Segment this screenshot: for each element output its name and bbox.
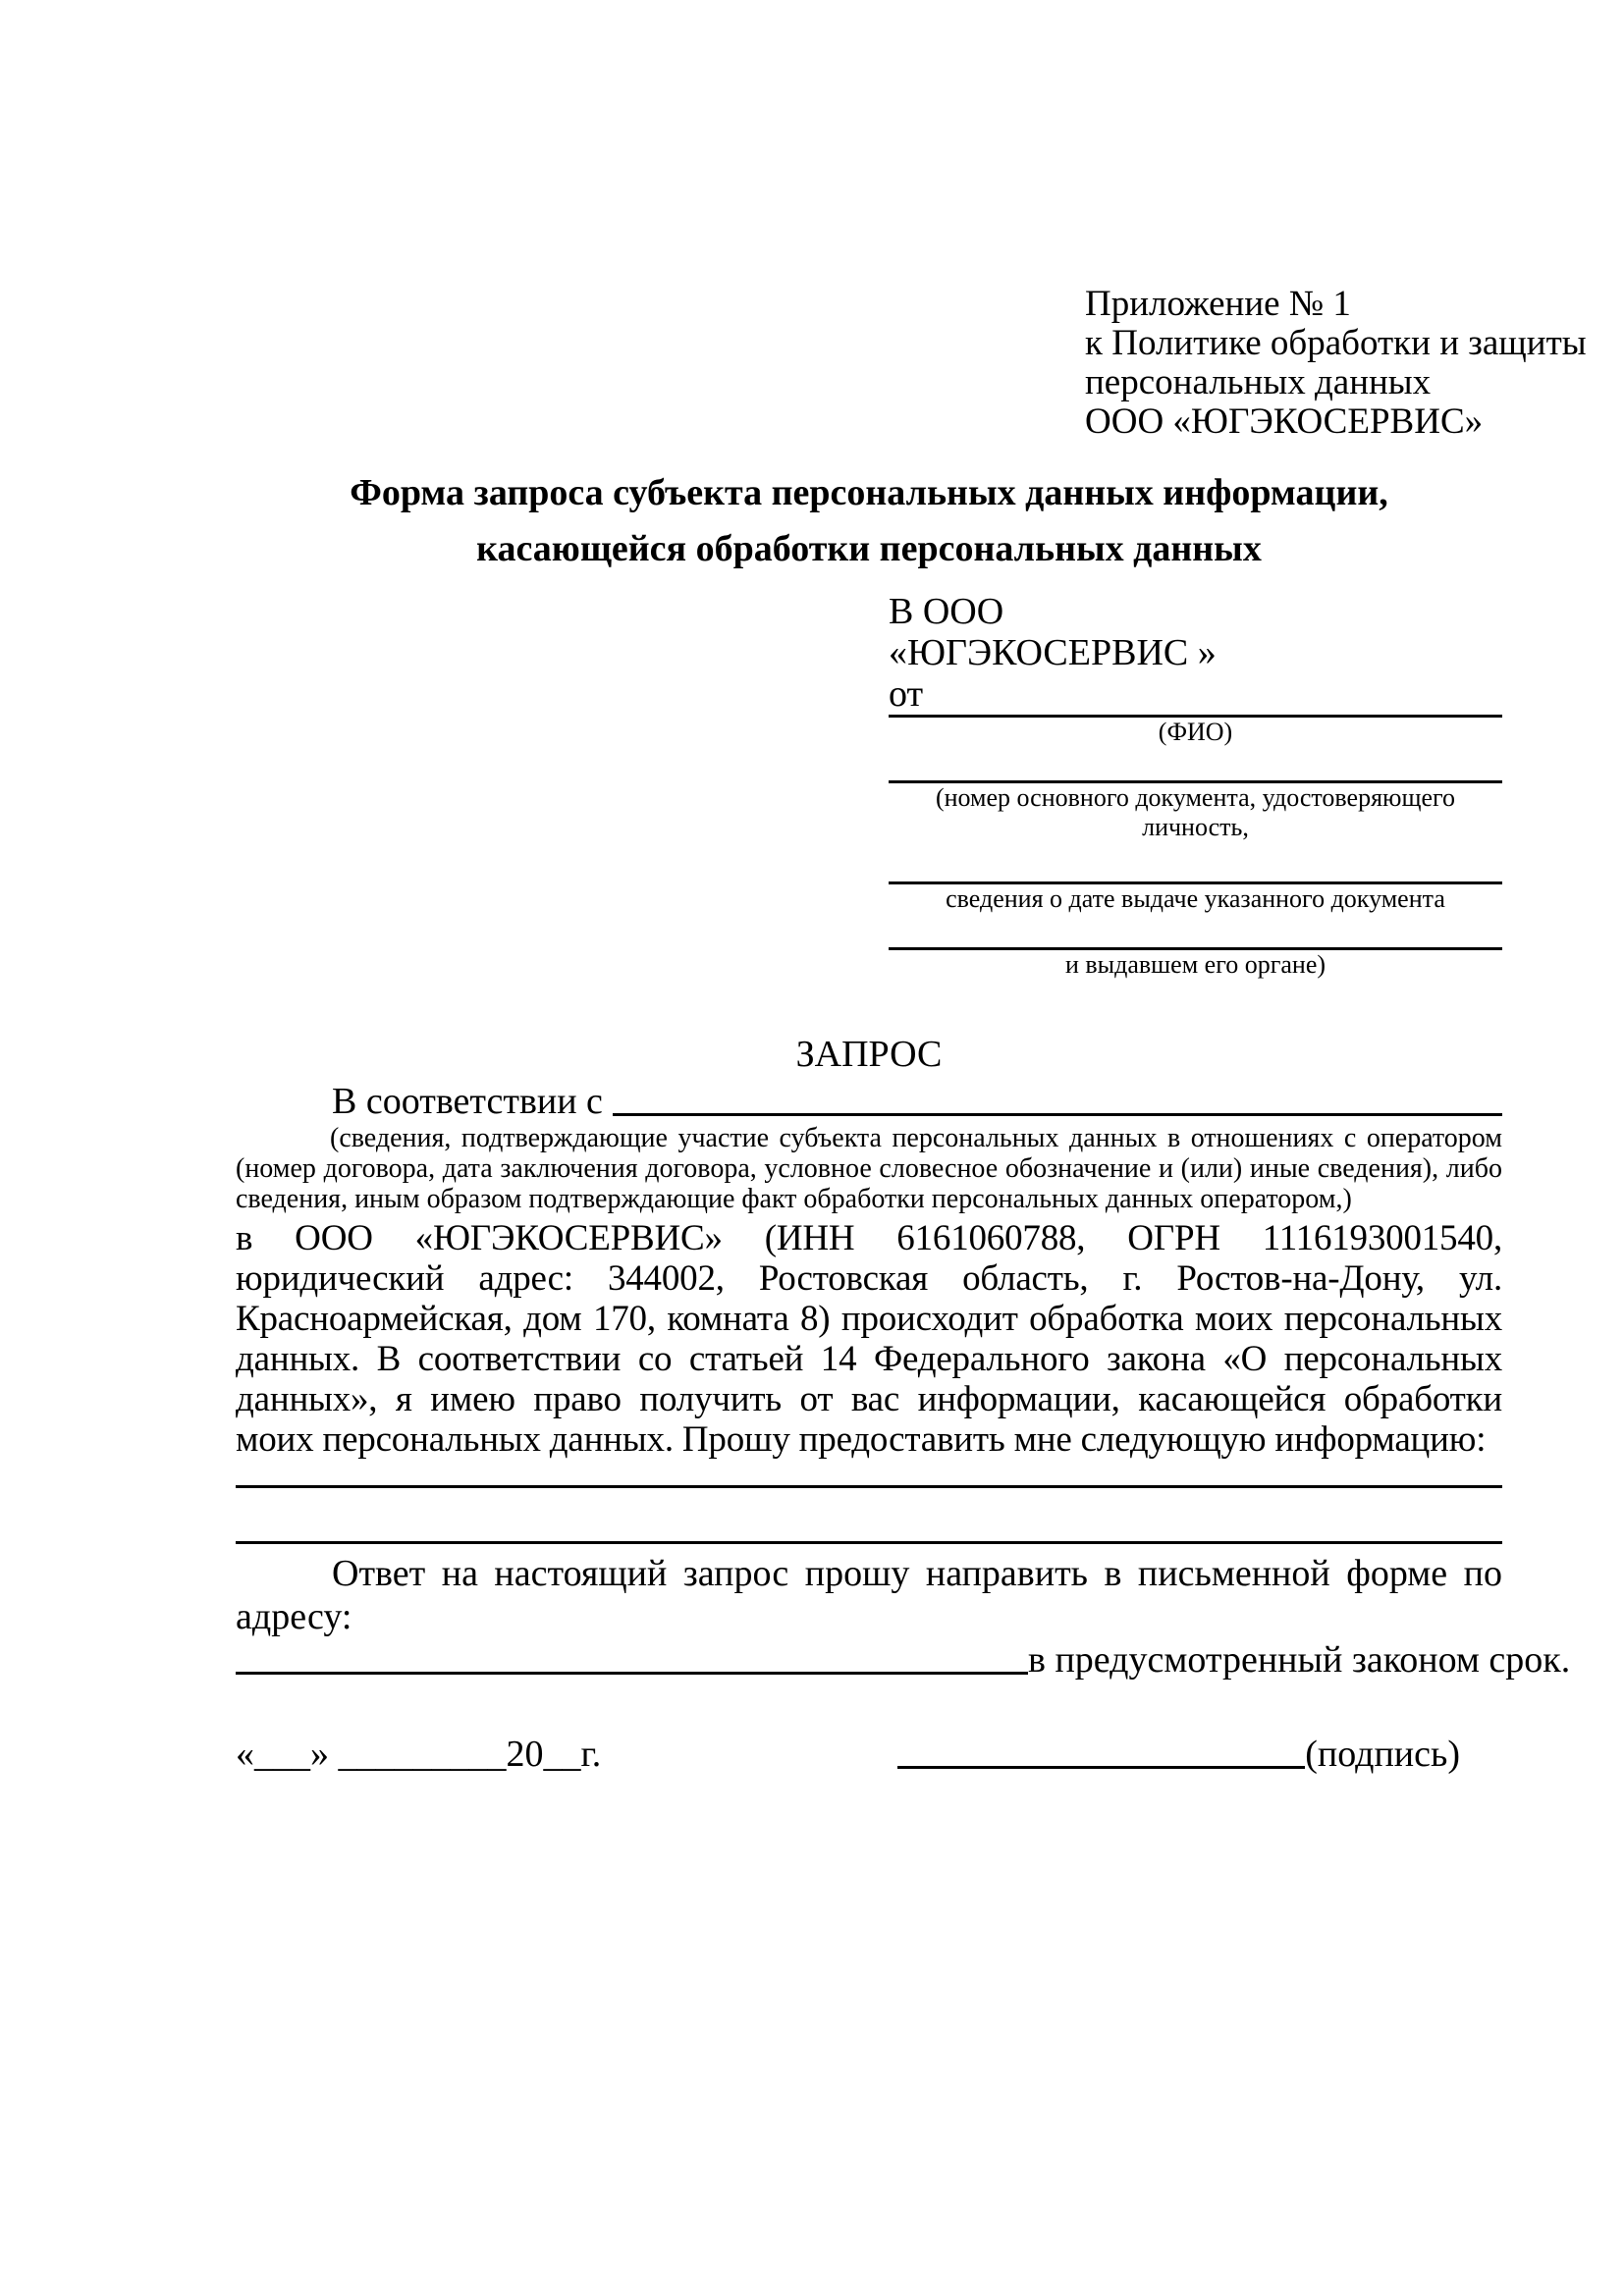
signature-blank-line bbox=[897, 1766, 1305, 1769]
appendix-note bbox=[1085, 284, 1587, 442]
appendix-note-line: персональных данных bbox=[1085, 362, 1432, 402]
basis-blank-line bbox=[613, 1113, 1502, 1116]
appendix-note-line: к Политике обработки и защиты bbox=[1085, 323, 1587, 363]
issuing-authority-caption: и выдавшем его органе) bbox=[1064, 950, 1326, 979]
request-heading: ЗАПРОС bbox=[795, 1034, 943, 1075]
addressee-line: В ООО bbox=[889, 591, 1004, 632]
appendix-note-line: ООО «ЮГЭКОСЕРВИС» bbox=[1085, 401, 1484, 442]
info-blank-line-2 bbox=[236, 1541, 1502, 1544]
lead-in-label: В соответствии с bbox=[332, 1081, 603, 1122]
reply-request-line: Ответ на настоящий запрос прошу направить в письменной форме по адресу: bbox=[236, 1553, 1502, 1637]
date-blank-text: «___» _________20__г. bbox=[236, 1734, 602, 1775]
reply-address-row bbox=[236, 1638, 1571, 1682]
reply-address-blank-line bbox=[236, 1672, 1028, 1675]
document-title-line: касающейся обработки персональных данных bbox=[476, 528, 1262, 569]
lead-in-row bbox=[236, 1080, 1502, 1123]
date-signature-row bbox=[236, 1733, 1502, 1776]
signature-group bbox=[897, 1733, 1460, 1776]
reply-tail-text: в предусмотренный законом срок. bbox=[1028, 1639, 1571, 1681]
body-paragraph: в ООО «ЮГЭКОСЕРВИС» (ИНН 6161060788, ОГРН 1116193001540, юридический адрес: 344002, Ростовская область, г. Ростов-на-Дону, ул. Красноармейская, дом 170, комната 8) происходит обработка моих персональных данных. В соответствии со статьей 14 Федерального закона «О персональных данных», я имею право получить от вас информации, касающейся обработки моих персональных данных. Прошу предоставить мне следующую информацию: bbox=[236, 1218, 1502, 1460]
addressee-line: от bbox=[889, 673, 924, 715]
fio-caption: (ФИО) bbox=[1158, 718, 1233, 746]
document-title-line: Форма запроса субъекта персональных данных информации, bbox=[350, 472, 1388, 513]
issue-date-caption: сведения о дате выдаче указанного документа bbox=[946, 884, 1445, 913]
signature-caption: (подпись) bbox=[1305, 1734, 1460, 1775]
fine-print-note: (сведения, подтверждающие участие субъекта персональных данных в отношениях с оператором (номер договора, дата заключения договора, условное словесное обозначение и (или) иные сведения), либо сведения, иным образом подтверждающие факт обработки персональных данных оператором,) bbox=[236, 1123, 1502, 1214]
addressee-line: «ЮГЭКОСЕРВИС » bbox=[889, 632, 1217, 673]
document-title bbox=[236, 465, 1502, 577]
info-blank-line-1 bbox=[236, 1485, 1502, 1488]
document-number-caption: (номер основного документа, удостоверяющего личность, bbox=[935, 783, 1456, 841]
addressee-block bbox=[889, 591, 1502, 980]
appendix-note-line: Приложение № 1 bbox=[1085, 284, 1351, 324]
